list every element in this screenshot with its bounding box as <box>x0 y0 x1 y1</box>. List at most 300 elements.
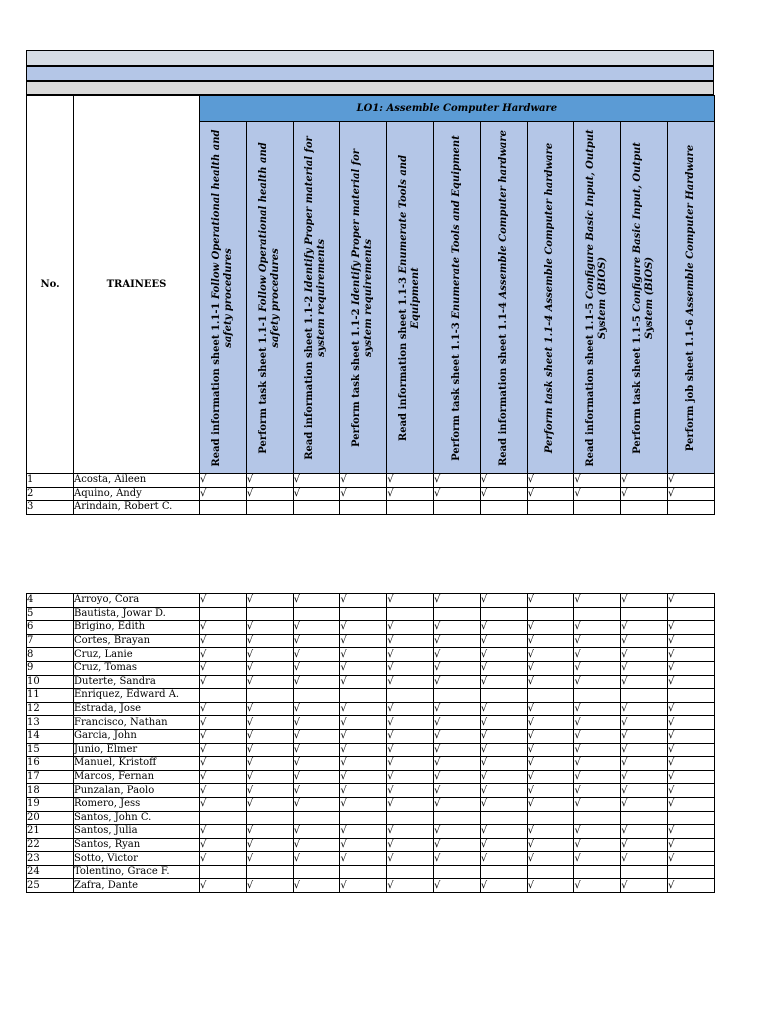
trainee-number: 7 <box>27 634 74 648</box>
completion-cell[interactable]: √ <box>293 797 340 811</box>
completion-cell[interactable]: √ <box>527 634 574 648</box>
completion-cell[interactable] <box>667 501 714 515</box>
completion-cell[interactable]: √ <box>667 879 714 893</box>
completion-cell[interactable]: √ <box>246 702 293 716</box>
completion-cell[interactable]: √ <box>387 879 434 893</box>
completion-cell[interactable]: √ <box>293 770 340 784</box>
completion-cell[interactable]: √ <box>200 852 247 866</box>
completion-cell[interactable]: √ <box>480 797 527 811</box>
completion-cell[interactable]: √ <box>667 852 714 866</box>
completion-cell[interactable] <box>340 501 387 515</box>
completion-cell[interactable]: √ <box>480 743 527 757</box>
completion-cell[interactable]: √ <box>433 784 480 798</box>
completion-cell[interactable]: √ <box>340 797 387 811</box>
completion-cell[interactable]: √ <box>480 729 527 743</box>
completion-cell[interactable]: √ <box>433 675 480 689</box>
completion-cell[interactable]: √ <box>667 825 714 839</box>
completion-cell[interactable] <box>433 501 480 515</box>
trainee-number: 5 <box>27 607 74 621</box>
completion-cell[interactable]: √ <box>667 716 714 730</box>
completion-cell[interactable]: √ <box>621 634 668 648</box>
completion-cell[interactable]: √ <box>340 716 387 730</box>
completion-cell[interactable]: √ <box>340 702 387 716</box>
completion-cell[interactable]: √ <box>574 702 621 716</box>
completion-cell[interactable]: √ <box>433 648 480 662</box>
completion-cell[interactable]: √ <box>527 661 574 675</box>
completion-cell[interactable]: √ <box>293 784 340 798</box>
completion-cell[interactable]: √ <box>387 702 434 716</box>
completion-cell[interactable]: √ <box>667 648 714 662</box>
completion-cell[interactable]: √ <box>246 852 293 866</box>
activity-column-header <box>574 122 621 474</box>
completion-cell[interactable]: √ <box>621 784 668 798</box>
completion-cell[interactable]: √ <box>246 716 293 730</box>
completion-cell[interactable]: √ <box>246 621 293 635</box>
completion-cell[interactable]: √ <box>574 661 621 675</box>
completion-cell[interactable]: √ <box>574 757 621 771</box>
completion-cell[interactable]: √ <box>527 675 574 689</box>
completion-cell[interactable]: √ <box>480 621 527 635</box>
completion-cell[interactable]: √ <box>621 852 668 866</box>
completion-cell[interactable]: √ <box>527 743 574 757</box>
completion-cell[interactable]: √ <box>340 675 387 689</box>
completion-cell[interactable]: √ <box>433 702 480 716</box>
completion-cell[interactable]: √ <box>200 757 247 771</box>
completion-cell[interactable] <box>527 501 574 515</box>
completion-cell[interactable] <box>246 501 293 515</box>
completion-cell[interactable]: √ <box>527 594 574 608</box>
completion-cell[interactable]: √ <box>200 648 247 662</box>
completion-cell[interactable]: √ <box>246 594 293 608</box>
completion-cell[interactable] <box>621 607 668 621</box>
completion-cell[interactable] <box>200 865 247 879</box>
completion-cell[interactable]: √ <box>293 743 340 757</box>
trainee-number: 13 <box>27 716 74 730</box>
completion-cell[interactable] <box>340 689 387 703</box>
completion-cell[interactable]: √ <box>246 838 293 852</box>
completion-cell[interactable]: √ <box>527 716 574 730</box>
completion-cell[interactable]: √ <box>293 648 340 662</box>
completion-cell[interactable]: √ <box>293 757 340 771</box>
completion-cell[interactable] <box>667 607 714 621</box>
trainee-number: 2 <box>27 487 74 501</box>
completion-cell[interactable] <box>480 501 527 515</box>
completion-cell[interactable]: √ <box>293 879 340 893</box>
trainee-row <box>27 607 715 621</box>
completion-cell[interactable]: √ <box>340 879 387 893</box>
completion-cell[interactable]: √ <box>293 729 340 743</box>
completion-cell[interactable] <box>574 811 621 825</box>
trainee-name: Santos, Ryan <box>74 838 200 852</box>
completion-cell[interactable] <box>433 689 480 703</box>
completion-cell[interactable] <box>574 501 621 515</box>
completion-cell[interactable]: √ <box>480 474 527 488</box>
completion-cell[interactable]: √ <box>340 474 387 488</box>
completion-cell[interactable]: √ <box>621 770 668 784</box>
completion-cell[interactable]: √ <box>574 770 621 784</box>
completion-cell[interactable]: √ <box>480 594 527 608</box>
completion-cell[interactable] <box>200 689 247 703</box>
completion-cell[interactable]: √ <box>246 770 293 784</box>
completion-cell[interactable]: √ <box>433 487 480 501</box>
completion-cell[interactable]: √ <box>293 716 340 730</box>
completion-cell[interactable]: √ <box>246 661 293 675</box>
completion-cell[interactable] <box>621 811 668 825</box>
trainee-row <box>27 879 715 893</box>
trainee-number: 22 <box>27 838 74 852</box>
completion-cell[interactable]: √ <box>340 825 387 839</box>
completion-cell[interactable]: √ <box>527 838 574 852</box>
completion-cell[interactable]: √ <box>433 716 480 730</box>
completion-cell[interactable]: √ <box>574 879 621 893</box>
completion-cell[interactable]: √ <box>574 729 621 743</box>
completion-cell[interactable]: √ <box>621 702 668 716</box>
completion-cell[interactable] <box>433 865 480 879</box>
completion-cell[interactable]: √ <box>387 770 434 784</box>
completion-cell[interactable]: √ <box>480 648 527 662</box>
completion-cell[interactable]: √ <box>574 716 621 730</box>
completion-cell[interactable]: √ <box>621 648 668 662</box>
completion-cell[interactable] <box>574 607 621 621</box>
completion-cell[interactable]: √ <box>574 621 621 635</box>
completion-cell[interactable]: √ <box>246 743 293 757</box>
completion-cell[interactable] <box>387 865 434 879</box>
completion-cell[interactable]: √ <box>574 634 621 648</box>
trainee-name: Arindain, Robert C. <box>74 501 200 515</box>
completion-cell[interactable]: √ <box>667 594 714 608</box>
completion-cell[interactable]: √ <box>293 675 340 689</box>
activity-label-emphasis: Enumerate Tools and Equipment <box>398 154 422 329</box>
completion-cell[interactable]: √ <box>574 648 621 662</box>
trainee-number: 4 <box>27 594 74 608</box>
completion-cell[interactable]: √ <box>387 852 434 866</box>
completion-cell[interactable]: √ <box>574 743 621 757</box>
completion-cell[interactable]: √ <box>200 838 247 852</box>
completion-cell[interactable] <box>293 501 340 515</box>
completion-cell[interactable] <box>246 865 293 879</box>
completion-cell[interactable]: √ <box>574 825 621 839</box>
completion-cell[interactable] <box>574 689 621 703</box>
activity-label-plain: Perform task sheet 1.1-3 <box>450 318 462 461</box>
completion-cell[interactable]: √ <box>574 784 621 798</box>
completion-cell[interactable] <box>200 501 247 515</box>
completion-cell[interactable]: √ <box>527 487 574 501</box>
completion-cell[interactable]: √ <box>200 487 247 501</box>
activity-label-emphasis: Configure Basic Input, Output System (BIOS) <box>585 128 609 339</box>
completion-cell[interactable]: √ <box>387 716 434 730</box>
completion-cell[interactable]: √ <box>340 838 387 852</box>
completion-cell[interactable]: √ <box>200 675 247 689</box>
completion-cell[interactable]: √ <box>433 852 480 866</box>
completion-cell[interactable]: √ <box>293 474 340 488</box>
completion-cell[interactable]: √ <box>527 757 574 771</box>
completion-cell[interactable]: √ <box>621 716 668 730</box>
activity-label-plain: Perform job sheet 1.1-6 <box>684 315 696 451</box>
completion-cell[interactable]: √ <box>387 594 434 608</box>
completion-cell[interactable]: √ <box>246 634 293 648</box>
completion-cell[interactable]: √ <box>387 661 434 675</box>
completion-cell[interactable] <box>293 689 340 703</box>
completion-cell[interactable]: √ <box>621 757 668 771</box>
completion-cell[interactable]: √ <box>433 661 480 675</box>
completion-cell[interactable]: √ <box>667 743 714 757</box>
completion-cell[interactable] <box>387 501 434 515</box>
completion-cell[interactable]: √ <box>340 634 387 648</box>
completion-cell[interactable] <box>246 689 293 703</box>
trainee-number: 24 <box>27 865 74 879</box>
completion-cell[interactable] <box>387 607 434 621</box>
completion-cell[interactable]: √ <box>527 852 574 866</box>
completion-cell[interactable]: √ <box>200 661 247 675</box>
header-band-middle <box>26 66 714 81</box>
completion-cell[interactable]: √ <box>621 825 668 839</box>
completion-cell[interactable]: √ <box>621 838 668 852</box>
completion-cell[interactable]: √ <box>200 784 247 798</box>
completion-cell[interactable]: √ <box>433 729 480 743</box>
completion-cell[interactable]: √ <box>621 487 668 501</box>
completion-cell[interactable]: √ <box>340 770 387 784</box>
completion-cell[interactable] <box>527 607 574 621</box>
completion-cell[interactable]: √ <box>433 770 480 784</box>
completion-cell[interactable]: √ <box>200 594 247 608</box>
completion-cell[interactable]: √ <box>667 797 714 811</box>
completion-cell[interactable]: √ <box>527 729 574 743</box>
completion-cell[interactable]: √ <box>621 474 668 488</box>
completion-cell[interactable]: √ <box>387 487 434 501</box>
completion-cell[interactable]: √ <box>200 716 247 730</box>
completion-cell[interactable] <box>667 865 714 879</box>
completion-cell[interactable] <box>667 689 714 703</box>
completion-cell[interactable]: √ <box>480 675 527 689</box>
trainee-number: 9 <box>27 661 74 675</box>
completion-cell[interactable]: √ <box>527 621 574 635</box>
completion-cell[interactable]: √ <box>340 852 387 866</box>
completion-cell[interactable]: √ <box>246 879 293 893</box>
completion-cell[interactable] <box>433 811 480 825</box>
completion-cell[interactable] <box>246 607 293 621</box>
completion-cell[interactable]: √ <box>200 879 247 893</box>
completion-cell[interactable]: √ <box>480 634 527 648</box>
completion-cell[interactable]: √ <box>574 594 621 608</box>
completion-cell[interactable]: √ <box>621 879 668 893</box>
completion-cell[interactable] <box>480 607 527 621</box>
completion-cell[interactable]: √ <box>621 594 668 608</box>
completion-cell[interactable]: √ <box>387 675 434 689</box>
completion-cell[interactable]: √ <box>433 634 480 648</box>
completion-cell[interactable]: √ <box>667 729 714 743</box>
completion-cell[interactable]: √ <box>574 838 621 852</box>
completion-cell[interactable]: √ <box>621 661 668 675</box>
completion-cell[interactable]: √ <box>433 594 480 608</box>
activity-column-label <box>351 128 375 468</box>
completion-cell[interactable]: √ <box>340 487 387 501</box>
completion-cell[interactable]: √ <box>433 743 480 757</box>
completion-cell[interactable]: √ <box>200 634 247 648</box>
completion-cell[interactable]: √ <box>433 825 480 839</box>
completion-cell[interactable]: √ <box>527 797 574 811</box>
completion-cell[interactable]: √ <box>480 702 527 716</box>
completion-cell[interactable]: √ <box>433 621 480 635</box>
activity-label-emphasis: Identify Proper material for system requirements <box>304 135 328 357</box>
completion-cell[interactable]: √ <box>527 702 574 716</box>
completion-cell[interactable]: √ <box>246 648 293 662</box>
completion-cell[interactable]: √ <box>340 661 387 675</box>
completion-cell[interactable] <box>246 811 293 825</box>
completion-cell[interactable] <box>527 689 574 703</box>
completion-cell[interactable]: √ <box>246 487 293 501</box>
trainee-row <box>27 648 715 662</box>
completion-cell[interactable]: √ <box>480 757 527 771</box>
completion-cell[interactable]: √ <box>387 825 434 839</box>
completion-cell[interactable]: √ <box>387 743 434 757</box>
completion-cell[interactable]: √ <box>200 729 247 743</box>
completion-cell[interactable]: √ <box>387 797 434 811</box>
completion-cell[interactable]: √ <box>480 716 527 730</box>
completion-cell[interactable]: √ <box>293 852 340 866</box>
completion-cell[interactable]: √ <box>340 621 387 635</box>
completion-cell[interactable]: √ <box>387 757 434 771</box>
completion-cell[interactable]: √ <box>527 784 574 798</box>
completion-cell[interactable]: √ <box>200 770 247 784</box>
activity-column-label <box>498 128 510 468</box>
completion-cell[interactable]: √ <box>480 838 527 852</box>
completion-cell[interactable]: √ <box>433 757 480 771</box>
completion-cell[interactable] <box>387 689 434 703</box>
completion-cell[interactable]: √ <box>293 621 340 635</box>
completion-cell[interactable]: √ <box>387 648 434 662</box>
completion-cell[interactable]: √ <box>667 634 714 648</box>
completion-cell[interactable]: √ <box>246 825 293 839</box>
completion-cell[interactable]: √ <box>433 797 480 811</box>
completion-cell[interactable]: √ <box>621 743 668 757</box>
completion-cell[interactable] <box>667 811 714 825</box>
completion-cell[interactable] <box>480 689 527 703</box>
completion-cell[interactable] <box>621 689 668 703</box>
completion-cell[interactable]: √ <box>480 487 527 501</box>
completion-cell[interactable]: √ <box>246 729 293 743</box>
completion-cell[interactable]: √ <box>340 648 387 662</box>
completion-cell[interactable]: √ <box>667 757 714 771</box>
completion-cell[interactable]: √ <box>667 487 714 501</box>
completion-cell[interactable]: √ <box>293 825 340 839</box>
completion-cell[interactable]: √ <box>387 729 434 743</box>
completion-cell[interactable]: √ <box>480 879 527 893</box>
completion-cell[interactable]: √ <box>246 675 293 689</box>
completion-cell[interactable]: √ <box>667 474 714 488</box>
completion-cell[interactable] <box>293 865 340 879</box>
completion-cell[interactable]: √ <box>340 743 387 757</box>
completion-cell[interactable]: √ <box>200 797 247 811</box>
completion-cell[interactable]: √ <box>293 487 340 501</box>
completion-cell[interactable]: √ <box>293 661 340 675</box>
completion-cell[interactable]: √ <box>480 661 527 675</box>
completion-cell[interactable]: √ <box>667 838 714 852</box>
completion-cell[interactable]: √ <box>527 825 574 839</box>
completion-cell[interactable]: √ <box>574 797 621 811</box>
completion-cell[interactable]: √ <box>433 838 480 852</box>
completion-cell[interactable] <box>433 607 480 621</box>
completion-cell[interactable]: √ <box>667 621 714 635</box>
completion-cell[interactable]: √ <box>433 474 480 488</box>
completion-cell[interactable] <box>293 811 340 825</box>
completion-cell[interactable]: √ <box>574 675 621 689</box>
completion-cell[interactable]: √ <box>574 487 621 501</box>
completion-cell[interactable]: √ <box>293 634 340 648</box>
completion-cell[interactable] <box>387 811 434 825</box>
completion-cell[interactable]: √ <box>293 594 340 608</box>
completion-cell[interactable]: √ <box>527 770 574 784</box>
completion-cell[interactable]: √ <box>667 702 714 716</box>
completion-cell[interactable]: √ <box>387 474 434 488</box>
completion-cell[interactable]: √ <box>667 784 714 798</box>
completion-cell[interactable]: √ <box>200 474 247 488</box>
completion-cell[interactable]: √ <box>387 838 434 852</box>
completion-cell[interactable] <box>574 865 621 879</box>
completion-cell[interactable]: √ <box>667 675 714 689</box>
completion-cell[interactable] <box>340 865 387 879</box>
activity-label-emphasis: Assemble Computer Hardware <box>684 144 696 316</box>
completion-cell[interactable]: √ <box>200 621 247 635</box>
completion-cell[interactable]: √ <box>480 852 527 866</box>
completion-cell[interactable]: √ <box>340 594 387 608</box>
completion-cell[interactable]: √ <box>200 743 247 757</box>
completion-cell[interactable]: √ <box>387 621 434 635</box>
completion-cell[interactable]: √ <box>621 621 668 635</box>
completion-cell[interactable] <box>340 811 387 825</box>
completion-cell[interactable]: √ <box>480 784 527 798</box>
completion-cell[interactable]: √ <box>621 729 668 743</box>
completion-cell[interactable]: √ <box>246 474 293 488</box>
completion-cell[interactable]: √ <box>200 702 247 716</box>
completion-cell[interactable]: √ <box>621 797 668 811</box>
completion-cell[interactable]: √ <box>293 702 340 716</box>
completion-cell[interactable] <box>200 811 247 825</box>
completion-cell[interactable]: √ <box>574 852 621 866</box>
completion-cell[interactable] <box>527 811 574 825</box>
completion-cell[interactable]: √ <box>200 825 247 839</box>
completion-cell[interactable] <box>293 607 340 621</box>
completion-cell[interactable] <box>621 865 668 879</box>
completion-cell[interactable] <box>480 811 527 825</box>
completion-cell[interactable]: √ <box>667 770 714 784</box>
completion-cell[interactable]: √ <box>527 879 574 893</box>
completion-cell[interactable]: √ <box>340 729 387 743</box>
completion-cell[interactable] <box>480 865 527 879</box>
completion-cell[interactable]: √ <box>387 634 434 648</box>
completion-cell[interactable]: √ <box>574 474 621 488</box>
completion-cell[interactable]: √ <box>621 675 668 689</box>
activity-label-emphasis: Identify Proper material for system requirements <box>351 148 375 357</box>
completion-cell[interactable]: √ <box>246 797 293 811</box>
completion-cell[interactable]: √ <box>340 784 387 798</box>
trainee-name: Romero, Jess <box>74 797 200 811</box>
completion-cell[interactable]: √ <box>246 784 293 798</box>
completion-cell[interactable]: √ <box>293 838 340 852</box>
completion-cell[interactable]: √ <box>667 661 714 675</box>
completion-cell[interactable] <box>340 607 387 621</box>
completion-cell[interactable]: √ <box>480 825 527 839</box>
completion-cell[interactable]: √ <box>387 784 434 798</box>
completion-cell[interactable]: √ <box>480 770 527 784</box>
completion-cell[interactable]: √ <box>527 474 574 488</box>
completion-cell[interactable] <box>200 607 247 621</box>
completion-cell[interactable]: √ <box>527 648 574 662</box>
completion-cell[interactable]: √ <box>433 879 480 893</box>
completion-cell[interactable] <box>527 865 574 879</box>
completion-cell[interactable]: √ <box>340 757 387 771</box>
completion-cell[interactable] <box>621 501 668 515</box>
completion-cell[interactable]: √ <box>246 757 293 771</box>
